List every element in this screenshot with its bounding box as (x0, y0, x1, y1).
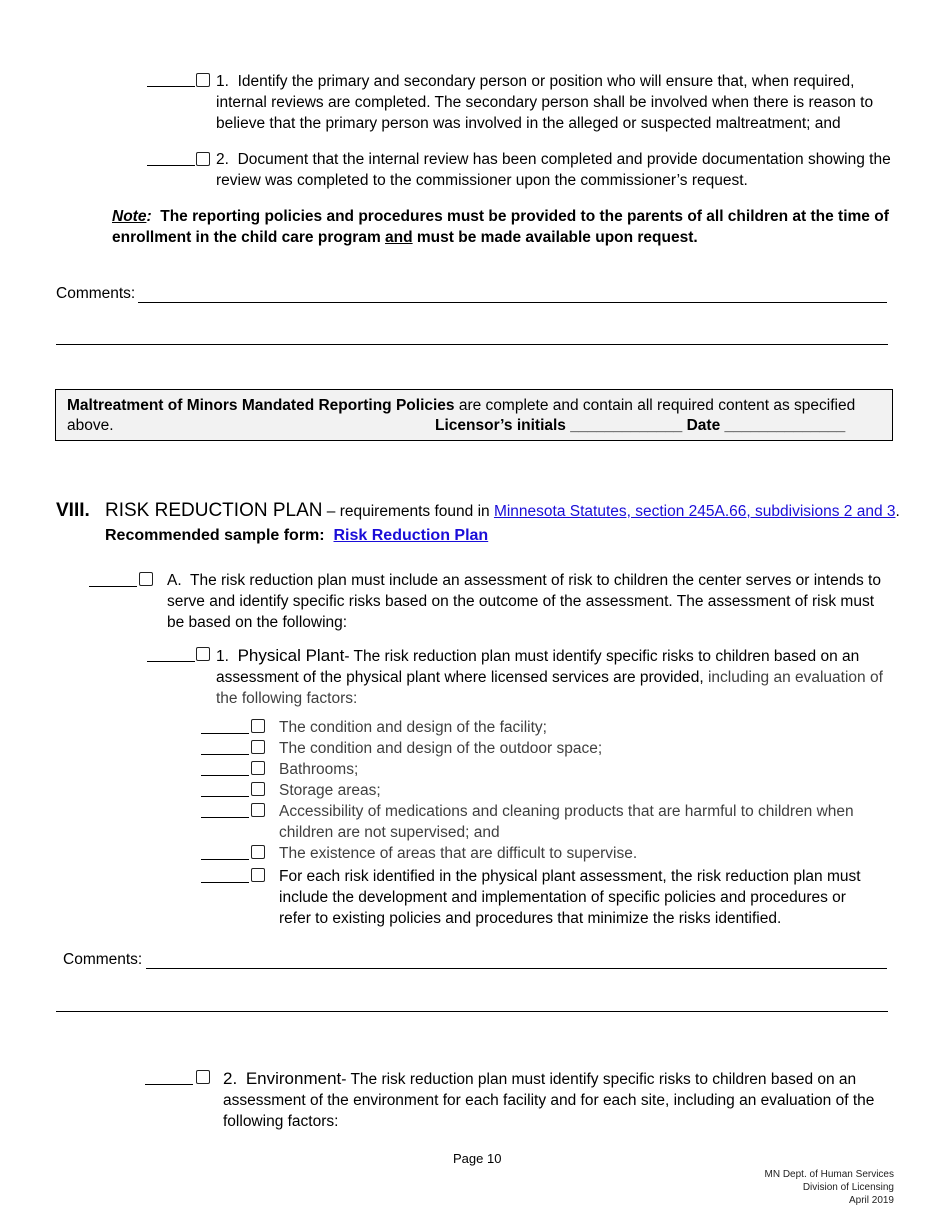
checkbox[interactable] (251, 803, 265, 817)
summary-title: Maltreatment of Minors Mandated Reporting Policies (67, 397, 455, 414)
checkbox[interactable] (196, 1070, 210, 1084)
factor-item: The condition and design of the outdoor space; (279, 740, 603, 757)
comments-label: Comments: (56, 285, 136, 302)
initial-line[interactable] (201, 859, 249, 860)
initial-line[interactable] (201, 796, 249, 797)
item-number: 1. (216, 648, 229, 665)
checkbox[interactable] (251, 740, 265, 754)
note (112, 206, 892, 248)
checkbox[interactable] (196, 152, 210, 166)
note-label: Note (112, 208, 147, 225)
factor-item: Storage areas; (279, 782, 381, 799)
item-a-text: The risk reduction plan must include an assessment of risk to children the center serves or intends to serve and identify specific risks based on the outcome of the assessment. The assessment of risk must be based on the following: (167, 572, 881, 631)
initial-line[interactable] (89, 586, 137, 587)
initial-line[interactable] (201, 817, 249, 818)
note-text: The reporting policies and procedures must be provided to the parents of all children at the time of enrollment in the child care program (112, 208, 889, 246)
note-text-end: must be made available upon request. (412, 229, 698, 246)
section-req: – requirements found in (322, 503, 494, 520)
sample-form (105, 527, 488, 545)
licensor-initials-date[interactable]: Licensor’s initials _____________ Date ______________ (435, 417, 846, 434)
sample-form-link[interactable]: Risk Reduction Plan (333, 527, 489, 544)
comments-line[interactable] (146, 968, 887, 969)
sample-label: Recommended sample form: (105, 527, 325, 544)
checkbox[interactable] (251, 868, 265, 882)
period: . (895, 503, 900, 520)
initial-line[interactable] (147, 661, 195, 662)
initial-line[interactable] (201, 882, 249, 883)
item-number: 2. (216, 151, 229, 168)
initial-line[interactable] (201, 754, 249, 755)
comments-label: Comments: (63, 951, 143, 968)
initial-line[interactable] (145, 1084, 193, 1085)
item-number: 2. (223, 1069, 238, 1088)
initial-line[interactable] (201, 733, 249, 734)
comments-line[interactable] (56, 344, 888, 345)
initial-line[interactable] (147, 165, 195, 166)
list-item (216, 149, 896, 191)
initial-line[interactable] (201, 775, 249, 776)
footer-info (765, 1168, 895, 1207)
item-a-letter: A. (167, 572, 182, 589)
factor-item: The existence of areas that are difficult to supervise. (279, 845, 638, 862)
checkbox[interactable] (251, 845, 265, 859)
environment-title: Environment (245, 1069, 342, 1088)
initial-line[interactable] (147, 86, 195, 87)
statute-link[interactable]: Minnesota Statutes, section 245A.66, subdivisions 2 and 3 (493, 503, 896, 520)
section-title: RISK REDUCTION PLAN (105, 500, 323, 521)
item-text: Document that the internal review has been completed and provide documentation showing the review was completed to the commissioner upon the commissioner’s request. (216, 151, 891, 189)
physical-plant-title: Physical Plant (237, 646, 345, 665)
footer-date: April 2019 (848, 1195, 894, 1206)
summary-text: are complete and contain all required content as specified (454, 397, 856, 414)
physical-plant-item (216, 645, 896, 709)
comments-line[interactable] (56, 1011, 888, 1012)
physical-plant-factors-intro: including an evaluation of the following factors: (216, 669, 883, 707)
checkbox[interactable] (251, 719, 265, 733)
checkbox[interactable] (251, 761, 265, 775)
checkbox[interactable] (196, 647, 210, 661)
item-number: 1. (216, 73, 229, 90)
factor-item: Bathrooms; (279, 761, 359, 778)
factor-item: Accessibility of medications and cleaning products that are harmful to children when children are not supervised; and (279, 803, 854, 841)
item-a (167, 570, 894, 633)
section-number: VIII. (56, 500, 90, 521)
item-text: Identify the primary and secondary person or position who will ensure that, when required, internal reviews are completed. The secondary person shall be involved when there is reason to believe that the primary person was involved in the alleged or suspected maltreatment; and (216, 73, 874, 132)
summary-box (55, 389, 893, 441)
section-heading (105, 500, 905, 522)
footer-dept: MN Dept. of Human Services (764, 1169, 894, 1180)
footer-division: Division of Licensing (802, 1182, 894, 1193)
checkbox[interactable] (139, 572, 153, 586)
comments-line[interactable] (138, 302, 887, 303)
environment-text: - The risk reduction plan must identify specific risks to children based on an assessment of the environment for each facility and for each site, including an evaluation of the following factors: (223, 1071, 875, 1130)
list-item (216, 71, 896, 134)
checkbox[interactable] (251, 782, 265, 796)
environment-item (223, 1068, 895, 1132)
note-colon: : (146, 208, 152, 225)
checkbox[interactable] (196, 73, 210, 87)
page-number: Page 10 (453, 1151, 502, 1166)
note-and: and (385, 229, 413, 246)
factor-item: For each risk identified in the physical plant assessment, the risk reduction plan must include the development and implementation of specific policies and procedures or refer to existing policies and procedures that minimize the risks identified. (279, 868, 861, 927)
summary-text-end: above. (67, 417, 114, 434)
factor-item: The condition and design of the facility; (279, 719, 547, 736)
physical-plant-text: - The risk reduction plan must identify specific risks to children based on an assessment of the physical plant where licensed services are provided, (216, 648, 860, 686)
